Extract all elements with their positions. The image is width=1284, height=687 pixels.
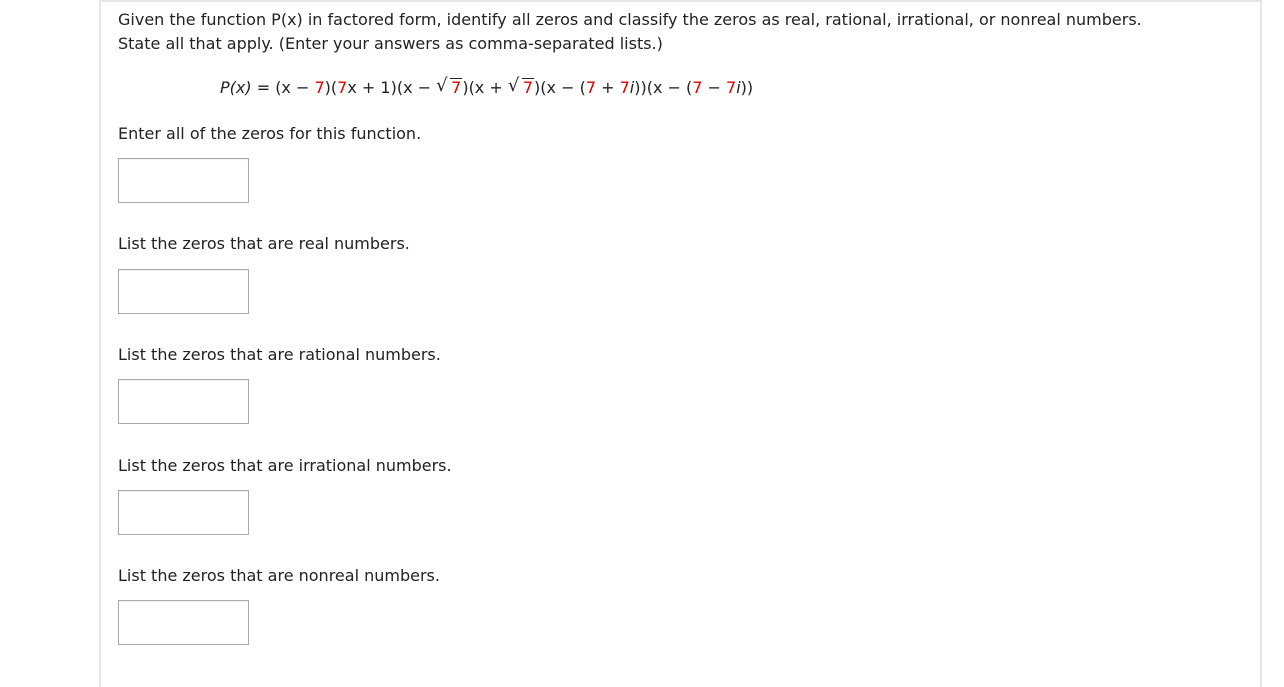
question-line-1: Given the function P(x) in factored form, identify all zeros and classify the zeros as real, rational, irrational, or nonreal numbers.	[118, 10, 1142, 29]
question-line-2: State all that apply. (Enter your answers as comma-separated lists.)	[118, 34, 663, 53]
sqrt-1	[436, 75, 462, 101]
factor-1-constant: 7	[314, 78, 325, 97]
irrational-zeros-input[interactable]	[118, 490, 249, 535]
factor-4-open: (x +	[468, 78, 508, 97]
factor-3-open: (x −	[396, 78, 437, 97]
factor-1-open: (x −	[275, 78, 315, 97]
factor-5-real: 7	[585, 78, 597, 97]
prompt-irrational-zeros: List the zeros that are irrational numbers.	[118, 456, 452, 475]
real-zeros-input[interactable]	[118, 269, 249, 314]
factor-6-i: i	[736, 78, 741, 97]
prompt-real-zeros: List the zeros that are real numbers.	[118, 234, 410, 253]
factor-5-plus: +	[596, 78, 620, 97]
radicand-1: 7	[451, 78, 462, 97]
nonreal-zeros-input[interactable]	[118, 600, 249, 645]
polynomial-equation	[220, 75, 753, 101]
factor-5-close: ))	[634, 78, 647, 97]
factor-2-open: (	[330, 78, 338, 97]
eq-equals: =	[251, 78, 276, 97]
radical-icon: √	[436, 75, 448, 96]
factor-4-close: )	[534, 78, 541, 97]
factor-1-close: )	[324, 78, 331, 97]
radicand-2: 7	[522, 78, 534, 97]
factor-6-imag: 7	[726, 78, 737, 97]
prompt-nonreal-zeros: List the zeros that are nonreal numbers.	[118, 566, 440, 585]
sqrt-2	[508, 75, 534, 101]
factor-3-close: )	[462, 78, 469, 97]
rational-zeros-input[interactable]	[118, 379, 249, 424]
all-zeros-input[interactable]	[118, 158, 249, 203]
prompt-all-zeros: Enter all of the zeros for this function.	[118, 124, 422, 143]
factor-6-open: (x − (	[646, 78, 693, 97]
prompt-rational-zeros: List the zeros that are rational numbers.	[118, 345, 441, 364]
radical-icon: √	[507, 75, 520, 96]
question-text	[118, 8, 1248, 56]
factor-6-minus: −	[702, 78, 727, 97]
factor-2-rest: x + 1)	[347, 78, 397, 97]
factor-5-i: i	[629, 78, 635, 97]
factor-6-real: 7	[692, 78, 703, 97]
factor-5-imag: 7	[619, 78, 630, 97]
factor-6-close: ))	[740, 78, 754, 97]
eq-lhs: P(x)	[220, 78, 252, 97]
factor-5-open: (x − (	[540, 78, 586, 97]
factor-2-coefficient: 7	[337, 78, 348, 97]
